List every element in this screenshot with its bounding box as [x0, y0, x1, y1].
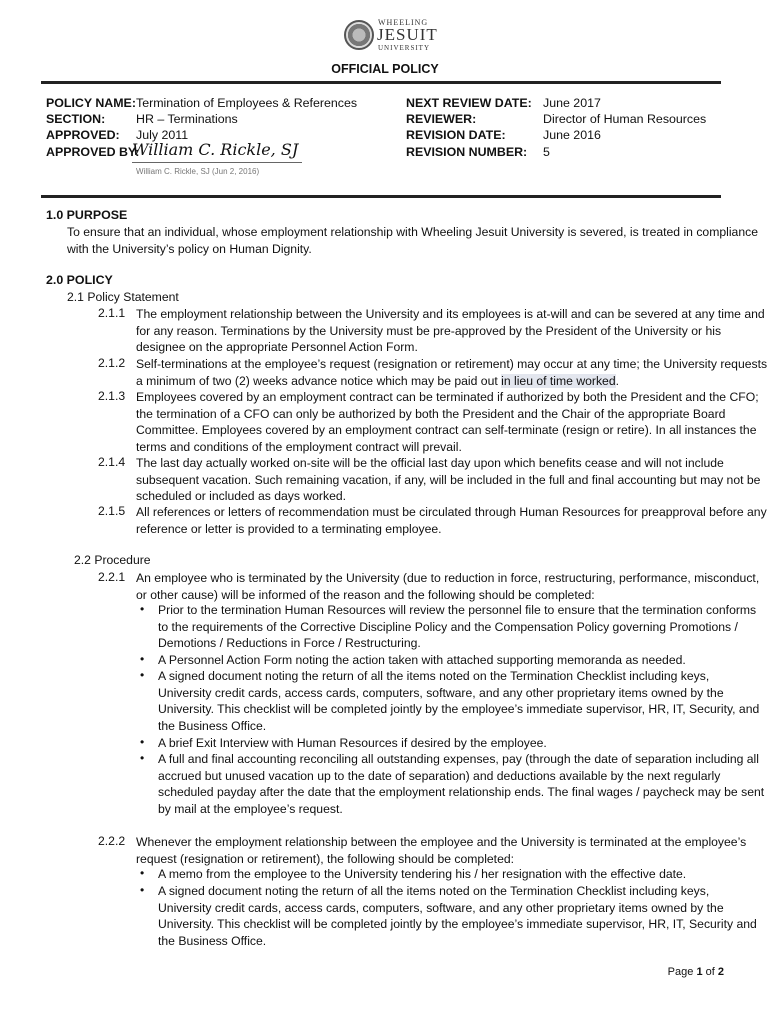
text-line: A signed document noting the return of all the items noted on the Termination Checklist including keys,: [158, 669, 710, 683]
clause-number: 2.1.4: [98, 455, 126, 469]
text-line: Committee. Employees covered by an employment contract can self-terminate (resign or retire). In all instances the: [136, 423, 757, 438]
text-line: The last day actually worked on-site will be the official last day upon which benefits cease and will not include: [136, 456, 724, 470]
bullet-icon: •: [140, 668, 145, 682]
text-line: University. This checklist will be completed jointly by the employee’s immediate supervisor, HR, IT, Security, and: [158, 702, 760, 717]
meta-label: POLICY NAME:: [46, 96, 136, 110]
text-line: [136, 373, 767, 390]
policy-heading: 2.0 POLICY: [46, 273, 113, 287]
text-line: for any reason. Terminations by the University must be pre-approved by the President of the University or his: [136, 323, 722, 338]
bullet-text: [158, 668, 759, 734]
text-line: Employees covered by an employment contract can be terminated if authorized by both the President and the CFO;: [136, 390, 759, 404]
text-line: University. This checklist will be completed jointly by the employee’s immediate supervisor, HR, IT, Security and: [158, 917, 757, 932]
text-line: by mail at the employee’s request.: [158, 801, 343, 816]
bullet-text: [158, 652, 686, 669]
clause-text: [136, 504, 767, 537]
policy-meta-left: [46, 95, 396, 185]
meta-value: June 2017: [543, 96, 601, 110]
policy-meta-right: [406, 95, 726, 165]
text-line: A brief Exit Interview with Human Resources if desired by the employee.: [158, 736, 547, 750]
clause-text: [136, 834, 746, 867]
meta-label: REVISION DATE:: [406, 128, 506, 142]
text-line: the Business Office.: [158, 933, 267, 948]
signature: William C. Rickle, SJ: [132, 140, 299, 159]
page-current: 1: [696, 966, 703, 978]
meta-label: SECTION:: [46, 112, 106, 126]
bullet-icon: •: [140, 883, 145, 897]
clause-number: 2.1.3: [98, 389, 126, 403]
signature-line: [132, 162, 302, 163]
text-line: request (resignation or retirement), the following should be completed:: [136, 851, 515, 866]
purpose-heading: 1.0 PURPOSE: [46, 208, 128, 222]
meta-value: Director of Human Resources: [543, 112, 707, 126]
meta-value: HR – Terminations: [136, 112, 238, 126]
of-word: of: [705, 966, 715, 978]
bullet-text: [158, 883, 757, 949]
meta-value: June 2016: [543, 128, 601, 142]
text-line: scheduled or included as days worked.: [136, 489, 347, 504]
university-seal-icon: [344, 20, 374, 50]
text-run: .: [615, 373, 619, 388]
text-line: The employment relationship between the University and its employees is at-will and can be severed at any time and: [136, 307, 765, 321]
purpose-text: [67, 224, 758, 257]
text-line: University credit cards, access cards, computers, software, and any other proprietary items owned by the: [158, 900, 724, 915]
text-line: scheduled payday after the date that the employment relationship ends. The final wages / paycheck may be sent: [158, 785, 765, 800]
bullet-icon: •: [140, 866, 145, 880]
subsection-heading: 2.1 Policy Statement: [67, 290, 179, 304]
signature-caption: William C. Rickle, SJ (Jun 2, 2016): [136, 167, 260, 176]
text-line: All references or letters of recommendation must be circulated through Human Resources for preapproval before any: [136, 505, 767, 519]
text-line: A full and final accounting reconciling all outstanding expenses, pay (through the date of separation including all: [158, 752, 759, 766]
text-run: a minimum of two (2) weeks advance notice which may be paid out: [136, 373, 502, 388]
clause-number: 2.2.1: [98, 570, 126, 584]
text-line: to the requirements of the Corrective Discipline Policy and the Compensation Policy governing Promotions /: [158, 619, 738, 634]
bullet-icon: •: [140, 751, 145, 765]
clause-text: [136, 570, 759, 603]
page-word: Page: [667, 966, 694, 978]
meta-label: APPROVED BY:: [46, 145, 140, 159]
meta-label: REVIEWER:: [406, 112, 477, 126]
logo-line-2: JESUIT: [377, 25, 438, 44]
text-line: subsequent vacation. Such remaining vacation, if any, will be included in the full and final accounting but may not be: [136, 472, 761, 487]
text-line: terms and conditions of the employment contract will prevail.: [136, 439, 462, 454]
bullet-icon: •: [140, 735, 145, 749]
meta-value: 5: [543, 145, 550, 159]
text-line: To ensure that an individual, whose employment relationship with Wheeling Jesuit University is severed, is treated in compliance: [67, 225, 758, 239]
clause-number: 2.1.5: [98, 504, 126, 518]
meta-value: Termination of Employees & References: [136, 96, 358, 110]
meta-label: NEXT REVIEW DATE:: [406, 96, 532, 110]
text-line: designee on the appropriate Personnel Action Form.: [136, 340, 418, 355]
text-line: A memo from the employee to the University tendering his / her resignation with the effective date.: [158, 867, 687, 881]
logo-line-1: WHEELING: [378, 18, 429, 27]
header-rule: [41, 81, 721, 84]
bullet-text: [158, 735, 547, 752]
page-number: [668, 966, 724, 978]
bullet-icon: •: [140, 652, 145, 666]
text-line: An employee who is terminated by the University (due to reduction in force, restructuring, performance, misconduct,: [136, 571, 760, 585]
text-line: Self-terminations at the employee’s request (resignation or retirement) may occur at any time; the University requests: [136, 357, 768, 371]
bullet-text: [158, 751, 764, 817]
meta-label: REVISION NUMBER:: [406, 145, 528, 159]
text-line: the termination of a CFO can only be authorized by both the President and the Chair of the appropriate Board: [136, 406, 726, 421]
text-line: accrued but unused vacation up to the date of separation) and deductions available by the next regularly: [158, 768, 721, 783]
bullet-icon: •: [140, 602, 145, 616]
clause-text: [136, 306, 765, 356]
clause-number: 2.2.2: [98, 834, 126, 848]
text-line: the Business Office.: [158, 718, 267, 733]
clause-number: 2.1.2: [98, 356, 126, 370]
logo-line-3: UNIVERSITY: [378, 44, 430, 52]
clause-text: [136, 356, 767, 389]
text-line: Whenever the employment relationship between the employee and the University is terminated at the employee’s: [136, 835, 747, 849]
page-total: 2: [717, 966, 724, 978]
subsection-heading: 2.2 Procedure: [74, 553, 151, 567]
text-line: Demotions / Reductions in Force / Restructuring.: [158, 636, 421, 651]
text-line: Prior to the termination Human Resources will review the personnel file to ensure that the termination conforms: [158, 603, 757, 617]
bullet-text: [158, 866, 686, 883]
text-line: University credit cards, access cards, computers, software, and any other proprietary items owned by the: [158, 685, 724, 700]
clause-number: 2.1.1: [98, 306, 126, 320]
text-line: A signed document noting the return of all the items noted on the Termination Checklist including keys,: [158, 884, 710, 898]
section-rule: [41, 195, 721, 198]
text-line: with the University’s policy on Human Dignity.: [67, 241, 312, 256]
page-title: OFFICIAL POLICY: [331, 62, 439, 76]
text-line: or other cause) will be informed of the reason and the following should be completed:: [136, 587, 595, 602]
text-line: A Personnel Action Form noting the action taken with attached supporting memoranda as needed.: [158, 653, 686, 667]
university-logo: [344, 18, 438, 56]
clause-text: [136, 389, 759, 455]
meta-value: July 2011: [136, 128, 189, 142]
text-line: reference or letter is provided to a terminating employee.: [136, 521, 442, 536]
meta-label: APPROVED:: [46, 128, 120, 142]
bullet-text: [158, 602, 756, 652]
clause-text: [136, 455, 760, 505]
highlighted-text: in lieu of time worked: [501, 373, 616, 388]
